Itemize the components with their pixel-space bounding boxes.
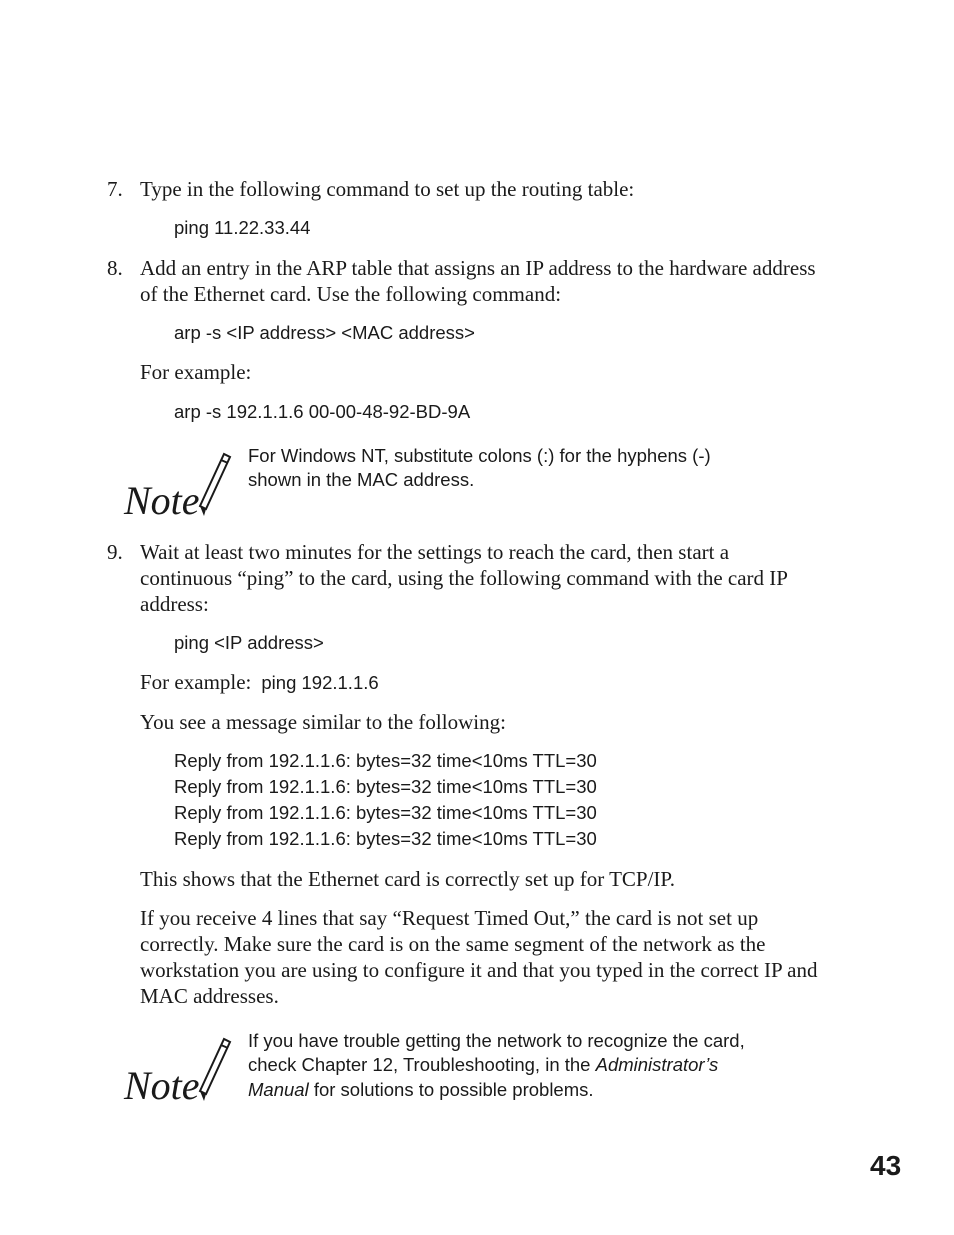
step-9-line-3: address: [140,592,209,616]
reply-line: Reply from 192.1.1.6: bytes=32 time<10ms TTL=30 [174,776,597,797]
administrators-manual-title: Administrator’s [595,1054,719,1075]
step-8-line-1: Add an entry in the ARP table that assigns an IP address to the hardware address [140,256,816,280]
reply-line: Reply from 192.1.1.6: bytes=32 time<10ms TTL=30 [174,802,597,823]
failure-line-4: MAC addresses. [140,984,279,1008]
note-icon-label: Note [124,478,200,520]
note-icon [122,1033,232,1105]
step-7-text: Type in the following command to set up the routing table: [140,177,635,201]
step-8-example-code: arp -s 192.1.1.6 00-00-48-92-BD-9A [174,401,471,422]
note-1-line-2: shown in the MAC address. [248,469,475,490]
step-9-line-1: Wait at least two minutes for the settings to reach the card, then start a [140,540,730,564]
failure-line-3: workstation you are using to configure it and that you typed in the correct IP and [140,958,818,982]
step-9-example-code: ping 192.1.1.6 [261,672,379,693]
message-intro: You see a message similar to the following: [140,710,506,734]
step-8-number: 8. [107,256,123,280]
success-text: This shows that the Ethernet card is correctly set up for TCP/IP. [140,867,676,891]
page-number: 43 [870,1150,902,1181]
step-9-example-line [140,669,379,696]
step-9-code: ping <IP address> [174,632,324,653]
step-8-for-example: For example: [140,360,252,384]
step-7-number: 7. [107,177,123,201]
note-icon-label: Note [124,1063,200,1105]
step-9-number: 9. [107,540,123,564]
note-2-line-2-prefix: check Chapter 12, Troubleshooting, in the [248,1054,596,1075]
failure-line-2: correctly. Make sure the card is on the same segment of the network as the [140,932,766,956]
reply-line: Reply from 192.1.1.6: bytes=32 time<10ms TTL=30 [174,828,597,849]
manual-title-end: Manual [248,1079,309,1100]
step-7-code: ping 11.22.33.44 [174,217,311,238]
note-2-line-3-suffix: for solutions to possible problems. [308,1079,594,1100]
step-8-code: arp -s <IP address> <MAC address> [174,322,475,343]
note-2-line-1: If you have trouble getting the network to recognize the card, [248,1030,745,1051]
reply-line: Reply from 192.1.1.6: bytes=32 time<10ms TTL=30 [174,750,597,771]
failure-line-1: If you receive 4 lines that say “Request Timed Out,” the card is not set up [140,906,759,930]
note-icon [122,448,232,520]
note-1-line-1: For Windows NT, substitute colons (:) for the hyphens (-) [248,445,711,466]
note-2-line-2 [248,1052,828,1078]
step-9-line-2: continuous “ping” to the card, using the following command with the card IP [140,566,788,590]
note-2-line-3 [248,1077,828,1103]
step-8-line-2: of the Ethernet card. Use the following command: [140,282,562,306]
step-9-for-example: For example: [140,670,252,694]
